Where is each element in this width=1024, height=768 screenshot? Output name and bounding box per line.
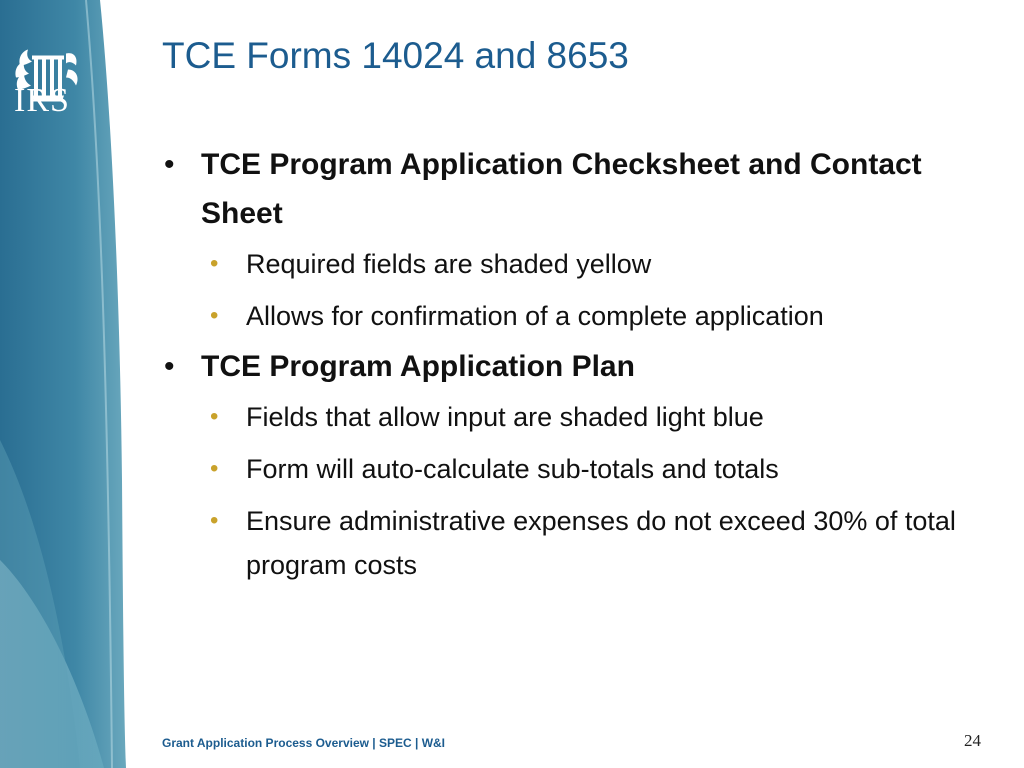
sub-bullet-item [160,395,990,439]
bullet-icon: • [164,148,175,181]
sub-bullet-text: Required fields are shaded yellow [246,249,652,279]
irs-logo-text: IRS [14,82,70,119]
sub-bullet-item [160,242,990,286]
sub-bullet-icon: • [210,507,219,534]
bullet-item [160,342,990,391]
footer-text: Grant Application Process Overview | SPEC | W&I [162,736,446,750]
bullet-heading: TCE Program Application Plan [201,350,635,383]
bullet-heading: TCE Program Application Checksheet and Contact Sheet [201,148,922,230]
sub-bullet-text: Fields that allow input are shaded light blue [246,402,764,432]
sub-bullet-icon: • [210,403,219,430]
sub-bullet-text: Ensure administrative expenses do not exceed 30% of total program costs [246,506,956,580]
sub-bullet-item [160,447,990,491]
sub-bullet-text: Allows for confirmation of a complete application [246,301,824,331]
slide-title: TCE Forms 14024 and 8653 [162,35,629,76]
sub-bullet-text: Form will auto-calculate sub-totals and totals [246,454,779,484]
sub-bullet-item [160,499,990,587]
bullet-item [160,140,990,238]
page-number: 24 [964,731,981,750]
bullet-list [160,140,990,587]
sub-bullet-item [160,294,990,338]
sub-bullet-icon: • [210,302,219,329]
sub-bullet-icon: • [210,455,219,482]
bullet-icon: • [164,350,175,383]
sub-bullet-icon: • [210,250,219,277]
